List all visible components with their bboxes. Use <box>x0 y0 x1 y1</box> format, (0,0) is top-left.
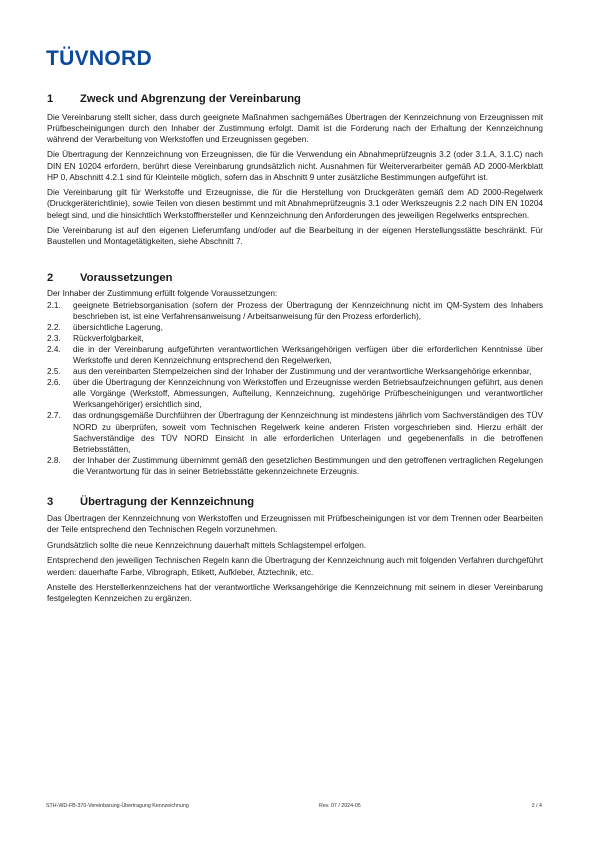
list-item <box>47 333 543 344</box>
paragraph: Anstelle des Herstellerkennzeichens hat der verantwortliche Werksangehörige die Kennzeichnung mit seinem in dieser Vereinbarung festgelegten Kennzeichen zu ergänzen. <box>47 583 543 604</box>
paragraph: Entsprechend den jeweiligen Technischen Regeln kann die Übertragung der Kennzeichnung auch mit folgenden Verfahren durchgeführt werden: dauerhafte Farbe, Vibrograph, Etikett, Aufkleber, Ätztechnik, etc. <box>47 556 543 577</box>
item-text: aus den vereinbarten Stempelzeichen sind der Inhaber der Zustimmung und der verantwortliche Werksangehörige erkennbar, <box>73 367 532 377</box>
requirements-list <box>47 300 543 478</box>
list-item <box>47 455 543 477</box>
section-title: Übertragung der Kennzeichnung <box>80 496 255 508</box>
section-1 <box>47 92 543 247</box>
section-3 <box>47 495 543 604</box>
item-text: übersichtliche Lagerung, <box>73 322 163 332</box>
item-text: die in der Vereinbarung aufgeführten verantwortlichen Werksangehörigen verfügen über die erforderlichen Kenntnisse über Werkstoffe und deren Kennzeichnung entsprechend den Regelwerken, <box>73 344 543 365</box>
item-number: 2.6. <box>47 378 61 388</box>
list-item <box>47 300 543 322</box>
document-body <box>47 92 543 604</box>
list-item <box>47 377 543 410</box>
item-text: Rückverfolgbarkeit, <box>73 333 144 343</box>
page-footer <box>46 803 542 809</box>
paragraph: Die Vereinbarung gilt für Werkstoffe und Erzeugnisse, die für die Herstellung von Druckgeräten gemäß dem AD 2000-Regelwerk (Druckgeräterichtlinie), sowie Teilen von diesen bestimmt und mit Abnahmeprüfzeugnis 3.1 oder Werkszeugnis 2.2 nach DIN EN 10204 belegt sind, und die hinsichtlich Werkstoffhersteller und Kennzeichnung den Anforderungen des jeweiligen Regelwerks entsprechen. <box>47 188 543 220</box>
paragraph: Grundsätzlich sollte die neue Kennzeichnung dauerhaft mittels Schlagstempel erfolgen. <box>47 540 367 550</box>
item-text: geeignete Betriebsorganisation (sofern der Prozess der Übertragung der Kennzeichnung nicht im QM-System des Inhabers beschrieben ist, ist eine Verfahrensanweisung / Arbeitsanweisung für den Prozess erforderlich), <box>73 300 543 321</box>
section-number: 1 <box>47 93 54 105</box>
section-number: 2 <box>47 272 54 285</box>
section-2 <box>47 271 543 477</box>
item-text: das ordnungsgemäße Durchführen der Übertragung der Kennzeichnung ist mindestens jährlich vom Sachverständigen des TÜV NORD zu überprüfen, soweit vom Technischen Regelwerk keine anderen Fristen vorgeschrieben sind. Hierzu erhält der Sachverständige des TÜV NORD Einsicht in alle erforderlichen Unterlagen und gegebenenfalls in die betroffenen Betriebsstätten, <box>73 411 543 454</box>
item-number: 2.5. <box>47 367 61 377</box>
list-item <box>47 344 543 366</box>
item-text: über die Übertragung der Kennzeichnung von Werkstoffen und Erzeugnisse werden Betriebsaufzeichnungen geführt, aus denen alle Vorgänge (Werkstoff, Abmessungen, Aufteilung, Kennzeichnung, zugehörige Prüfbescheinigungen und verantwortlicher Werksangehöriger) ersichtlich sind, <box>73 378 543 410</box>
item-text: der Inhaber der Zustimmung übernimmt gemäß den gesetzlichen Bestimmungen und den getroffenen vertraglichen Regelungen die Verantwortung für das in seiner Betriebsstätte gekennzeichnete Erzeugnis. <box>73 455 543 476</box>
list-item <box>47 322 543 333</box>
section-heading <box>47 92 543 107</box>
item-number: 2.7. <box>47 411 61 421</box>
page-number: 2 / 4 <box>531 803 542 809</box>
section-heading <box>47 495 543 510</box>
tuv-nord-logo: TÜVNORD <box>46 47 152 70</box>
section-title: Voraussetzungen <box>80 272 173 285</box>
item-number: 2.4. <box>47 344 61 354</box>
item-number: 2.3. <box>47 333 61 343</box>
item-number: 2.1. <box>47 300 61 310</box>
section-title: Zweck und Abgrenzung der Vereinbarung <box>80 93 301 105</box>
paragraph: Die Übertragung der Kennzeichnung von Erzeugnissen, die für die Verwendung ein Abnahmeprüfzeugnis 3.2 (oder 3.1.A, 3.1.C) nach DIN EN 10204 erfordern, berührt diese Vereinbarung grundsätzlich nicht. Ausnahmen für Weiterverarbeiter gemäß AD 2000-Merkblatt HP 0, Abschnitt 4.2.1 sind für Kleinteile möglich, sofern das in Abschnitt 9 unter zusätzliche Bestimmungen aufgeführt ist. <box>47 150 543 182</box>
paragraph: Die Vereinbarung stellt sicher, dass durch geeignete Maßnahmen sachgemäßes Übertragen der Kennzeichnung von Erzeugnissen mit Prüfbescheinigungen durch den Inhaber der Zustimmung erfolgt. Damit ist die Forderung nach der Erhaltung der Kennzeichnung während der Verarbeitung von Werkstoffen und Erzeugnissen gegeben. <box>47 112 543 144</box>
section-intro: Der Inhaber der Zustimmung erfüllt folgende Voraussetzungen: <box>47 289 278 299</box>
section-heading <box>47 271 543 286</box>
item-number: 2.2. <box>47 322 61 332</box>
list-item <box>47 366 543 377</box>
paragraph: Die Vereinbarung ist auf den eigenen Lieferumfang und/oder auf die Bearbeitung in der eigenen Herstellungsstätte beschränkt. Für Baustellen und Montagetätigkeiten, siehe Abschnitt 7. <box>47 226 543 247</box>
revision-info: Rev. 07 / 2024-05 <box>319 803 361 809</box>
document-id: STH-WD-FB-370-Vereinbarung-Übertragung Kennzeichnung <box>46 803 189 809</box>
item-number: 2.8. <box>47 455 61 465</box>
paragraph: Das Übertragen der Kennzeichnung von Werkstoffen und Erzeugnissen mit Prüfbescheinigungen ist vor dem Trennen oder Bearbeiten der Teile entsprechend den Technischen Regeln vorzunehmen. <box>47 514 543 535</box>
list-item <box>47 410 543 454</box>
section-number: 3 <box>47 496 54 508</box>
